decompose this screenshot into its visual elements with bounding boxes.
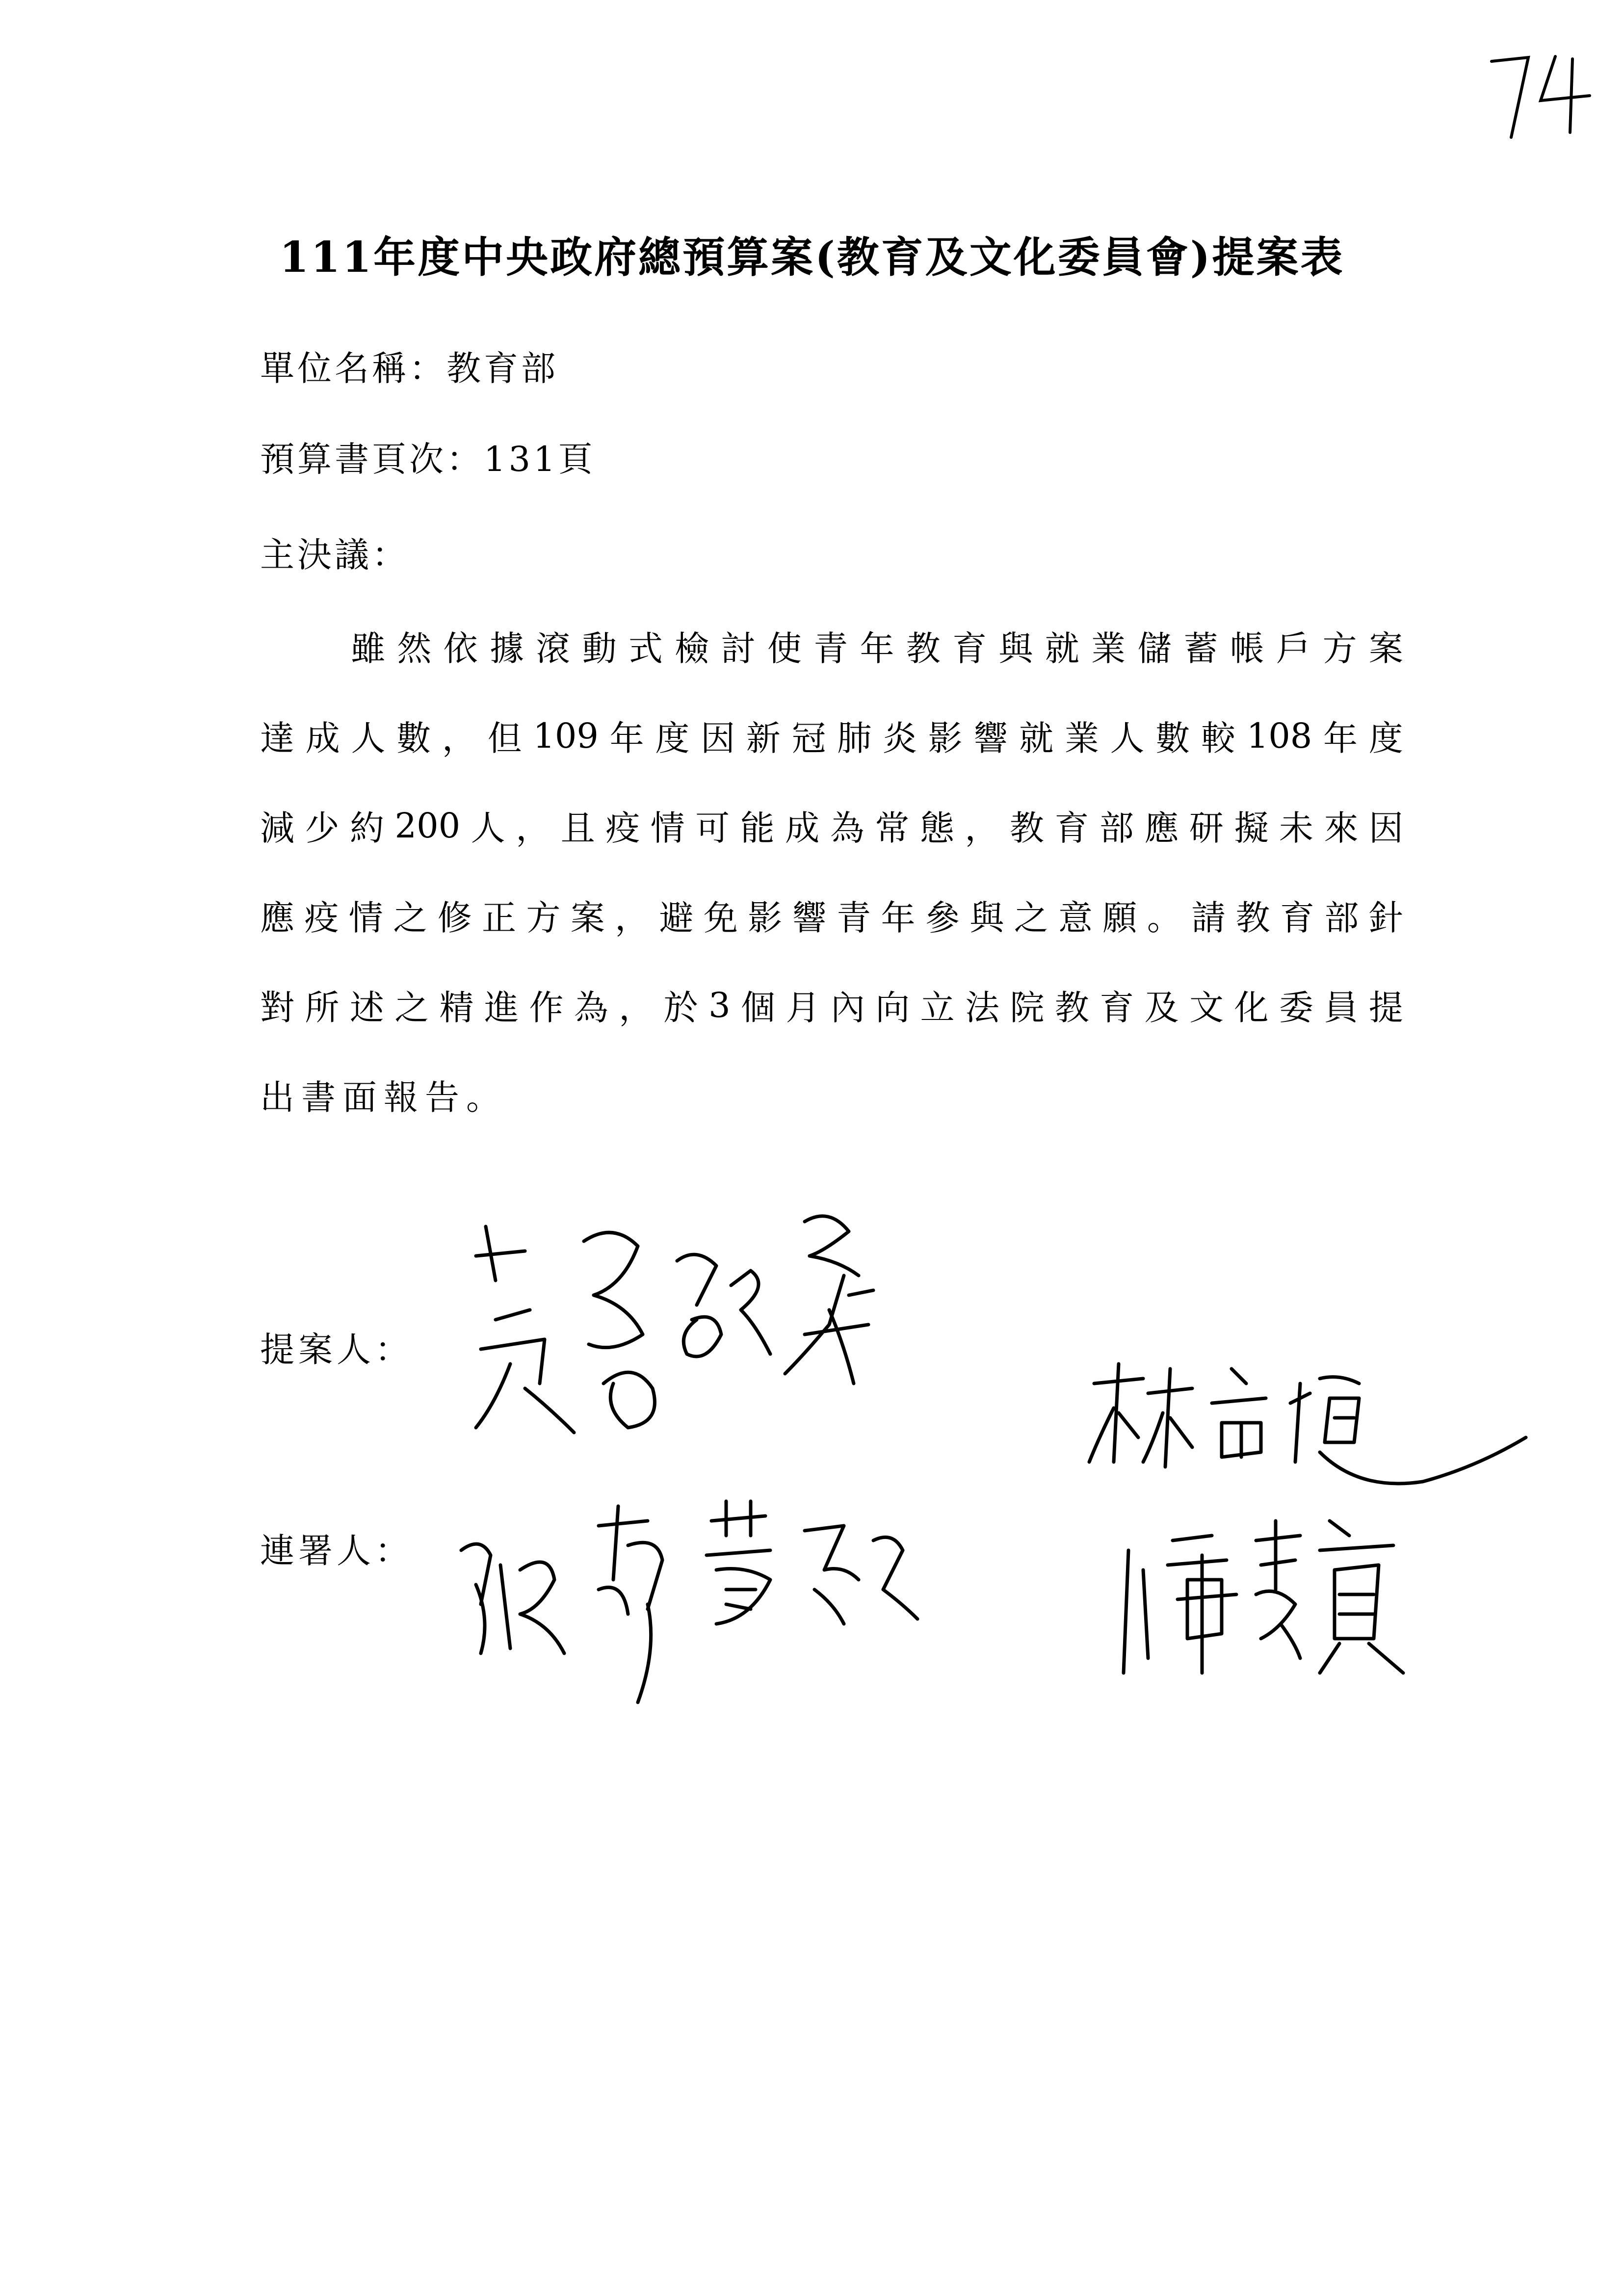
handwritten-signature: [1114, 1511, 1457, 1697]
body-line-2: 達 成 人 數 ， 但 109 年 度 因 新 冠 肺 炎 影 響 就 業 人 數 較 108 年 度: [260, 715, 1403, 758]
body-line-3: 減 少 約 200 人 ， 且 疫 情 可 能 成 為 常 態 ， 教 育 部 應 研 擬 未 來 因: [260, 805, 1403, 848]
body-line-4: 應 疫 情 之 修 正 方 案 ， 避 免 影 響 青 年 參 與 之 意 願 。 請 教 育 部 針: [260, 898, 1403, 938]
body-line-1: 雖 然 依 據 滾 動 式 檢 討 使 青 年 教 育 與 就 業 儲 蓄 帳 戶 方 案: [351, 628, 1403, 669]
resolution-body: [260, 601, 1403, 1140]
cosigner-label: 連署人：: [260, 1531, 413, 1571]
budget-page-reference: 預算書頁次：131頁: [260, 439, 596, 479]
document-title: 111年度中央政府總預算案(教育及文化委員會)提案表: [279, 233, 1345, 282]
body-line-6: 出書面報告。: [260, 1077, 507, 1118]
proposer-label: 提案人：: [260, 1330, 413, 1370]
signature-cosigner-2: [451, 1491, 1065, 1748]
handwritten-signature: [1084, 1354, 1545, 1531]
unit-name: 單位名稱：教育部: [260, 348, 558, 389]
body-line-5: 對 所 述 之 精 進 作 為 ， 於 3 個 月 內 向 立 法 院 教 育 及 文 化 委 員 提: [260, 985, 1403, 1028]
resolution-label: 主決議：: [260, 535, 409, 575]
signature-cosigner-1: [1084, 1354, 1545, 1533]
handwritten-signature: [451, 1491, 1065, 1747]
handwritten-page-number: [1482, 47, 1604, 145]
signature-proposer: [466, 1197, 957, 1503]
handwritten-signature: [466, 1197, 957, 1501]
page-number-drawing: [1482, 47, 1604, 145]
signature-cosigner-3: [1114, 1511, 1457, 1699]
